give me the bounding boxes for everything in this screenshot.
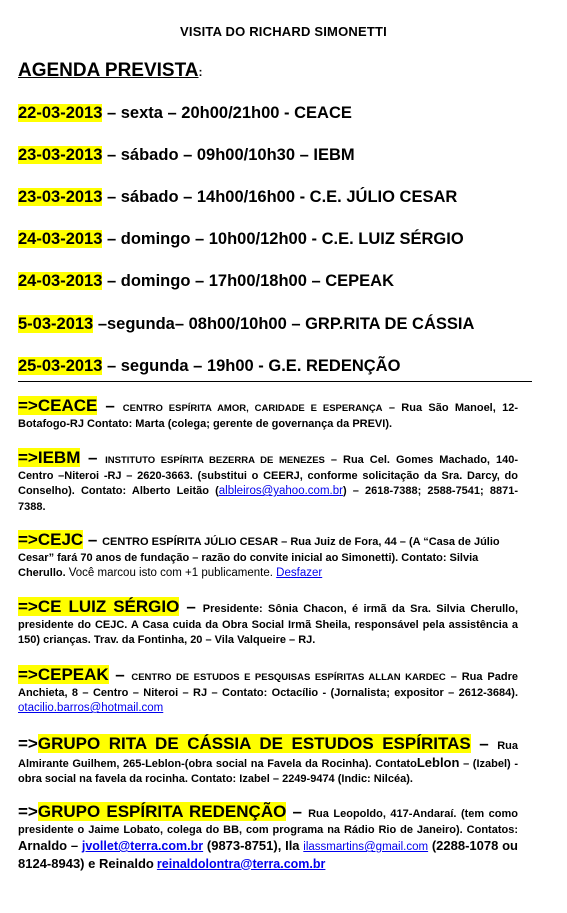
agenda-details: – domingo – 10h00/12h00 - C.E. LUIZ SÉRGIO [102, 230, 464, 248]
entry-text: CENTRO ESPÍRITA JÚLIO CESAR – Rua Juiz de Fora, 44 – (A “Casa de Júlio Cesar” fará 70 anos de fundação – razão do convite inicial ao Simonetti). Contato: Silvia Cherullo. [18, 536, 500, 579]
entry-redencao [18, 804, 518, 873]
entry-text: ) – 2618-7388; 2588-7541; 8871-7388. [18, 485, 518, 513]
entry-text: Rua Almirante Guilhem, 265-Leblon-(obra social na Favela da Rocinha). Contato [18, 740, 518, 770]
entry-text-leblon: Leblon [416, 754, 460, 770]
agenda-date: 23-03-2013 [18, 188, 103, 206]
entry-luiz-sergio [18, 599, 518, 649]
entry-heading: GRUPO ESPÍRITA REDENÇÃO [37, 802, 287, 821]
entry-dash: – [97, 396, 123, 415]
agenda-date: 25-03-2013 [18, 357, 103, 375]
entry-heading: =>IEBM [18, 448, 81, 467]
email-link[interactable]: ilassmartins@gmail.com [303, 841, 429, 853]
entry-cejc [18, 532, 518, 582]
email-link[interactable]: otacilio.barros@hotmail.com [18, 702, 164, 714]
entry-rita-de-cassia [18, 736, 518, 788]
entry-dash: – [108, 665, 132, 684]
contact-arnaldo: Arnaldo – [18, 838, 82, 853]
agenda-details: – sexta – 20h00/21h00 - CEACE [102, 104, 352, 122]
agenda-details: – sábado – 14h00/16h00 - C.E. JÚLIO CESAR [102, 188, 458, 206]
agenda-details: – segunda – 19h00 - G.E. REDENÇÃO [102, 357, 401, 375]
entry-text: – Rua Padre Anchieta, 8 – Centro – Niteroi – RJ – Contato: Octacílio - (Jornalista; expositor – 2612-3684). [18, 671, 518, 699]
agenda-date: 5-03-2013 [18, 315, 94, 333]
agenda-colon: : [198, 65, 203, 79]
agenda-row [18, 227, 464, 251]
entry-cepeak [18, 667, 518, 717]
entry-text: – Rua Cel. Gomes Machado, 140-Centro –Niteroi -RJ – 2620-3663. (substitui o CEERJ, conforme solicitação da Sra. Darcy, do Conselho). Contato: Alberto Leitão ( [18, 454, 518, 497]
entry-iebm [18, 450, 518, 515]
entry-ceace [18, 398, 518, 432]
entry-heading: =>CEPEAK [18, 665, 109, 684]
entry-dash: – [80, 448, 106, 467]
divider [18, 381, 532, 382]
agenda-row [18, 101, 352, 125]
entry-arrow: => [18, 734, 38, 753]
plus-one-note: Você marcou isto com +1 publicamente. [68, 567, 277, 579]
undo-link[interactable]: Desfazer [276, 567, 323, 579]
agenda-details: – domingo – 17h00/18h00 – CEPEAK [102, 272, 395, 290]
entry-text: Rua Leopoldo, 417-Andaraí. (tem como presidente o Jaime Lobato, colega do BB, com programa na Rádio Rio de Janeiro). Contatos: [18, 808, 518, 836]
entry-heading: =>CEJC [18, 530, 84, 549]
agenda-date: 24-03-2013 [18, 230, 103, 248]
agenda-details: – sábado – 09h00/10h30 – IEBM [102, 146, 355, 164]
agenda-date: 22-03-2013 [18, 104, 103, 122]
entry-name: INSTITUTO ESPÍRITA BEZERRA DE MENEZES [105, 455, 325, 466]
entry-dash: – [83, 530, 103, 549]
entry-text: Presidente: Sônia Chacon, é irmã da Sra. Silvia Cherullo, presidente do CEJC. A Casa cuida da Obra Social Irmã Sheila, responsável pela assistência a 150) crianças. Trav. da Fontinha, 20 – Vila Valqueire – RJ. [18, 603, 518, 646]
entry-text: – (Izabel) - obra social na favela da rocinha. Contato: Izabel – 2249-9474 (Indic: Nilcéa). [18, 757, 518, 785]
agenda-row [18, 312, 474, 336]
email-link[interactable]: reinaldolontra@terra.com.br [156, 856, 326, 871]
email-link[interactable]: jvollet@terra.com.br [81, 839, 204, 853]
entry-heading: GRUPO RITA DE CÁSSIA DE ESTUDOS ESPÍRITAS [37, 734, 471, 753]
agenda-row [18, 143, 355, 167]
agenda-details: –segunda– 08h00/10h00 – GRP.RITA DE CÁSSIA [93, 315, 475, 333]
entry-heading: =>CEACE [18, 396, 98, 415]
entry-dash: – [286, 802, 309, 821]
entry-arrow: => [18, 802, 38, 821]
agenda-row [18, 354, 400, 378]
agenda-heading [18, 60, 203, 82]
page-title: VISITA DO RICHARD SIMONETTI [180, 24, 387, 39]
entry-heading: =>CE LUIZ SÉRGIO [18, 597, 180, 616]
contact-phone: (9873-8751), Ila [203, 838, 304, 853]
agenda-label: AGENDA PREVISTA [18, 60, 199, 81]
entry-dash: – [470, 734, 498, 753]
entry-name: CENTRO ESPÍRITA AMOR, CARIDADE E ESPERANÇA [122, 403, 383, 414]
agenda-date: 23-03-2013 [18, 146, 103, 164]
agenda-row [18, 185, 457, 209]
contact-phone: (2288-1078 ou 8124-8943) e Reinaldo [18, 838, 518, 871]
entry-text: – Rua São Manoel, 12-Botafogo-RJ Contato: Marta (colega; gerente de governança da PREVI). [18, 402, 519, 430]
email-link[interactable]: albleiros@yahoo.com.br [218, 485, 343, 497]
entry-name: CENTRO DE ESTUDOS E PESQUISAS ESPÍRITAS ALLAN KARDEC [131, 672, 446, 683]
entry-dash: – [179, 597, 203, 616]
agenda-row [18, 269, 394, 293]
agenda-date: 24-03-2013 [18, 272, 103, 290]
